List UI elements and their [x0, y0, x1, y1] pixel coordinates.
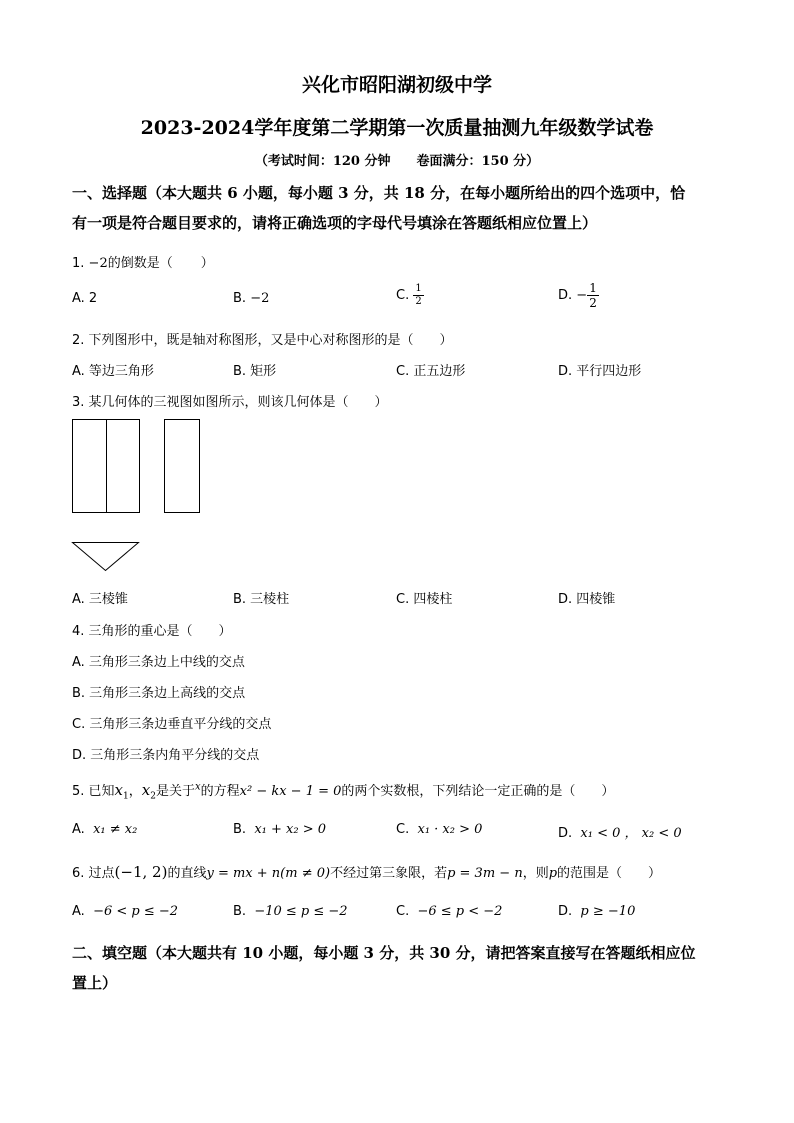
question-3: 3. 某几何体的三视图如图所示，则该几何体是（ ） [72, 395, 388, 410]
q5-option-c [396, 822, 482, 837]
q6-option-a [72, 904, 178, 919]
q5-a-expr: x₁ ≠ x₂ [93, 822, 138, 837]
q1-option-a: A. 2 [72, 291, 98, 306]
q6-option-c [396, 904, 502, 919]
q6-mid: 的直线 [167, 866, 207, 881]
q1-d-numerator: 1 [589, 281, 597, 295]
q1-num: 1. [72, 256, 85, 271]
q6-c-label: C. [396, 904, 410, 919]
q5-d-expr: x₁ < 0 ， x₂ < 0 [580, 826, 682, 841]
q5-option-d [558, 822, 682, 841]
q1-option-b [233, 291, 269, 306]
q1-c-label: C. [396, 288, 410, 303]
q5-option-b [233, 822, 326, 837]
q5-post: 的两个实数根，下列结论一定正确的是（ ） [341, 784, 615, 799]
section1-title-line2: 有一项是符合题目要求的，请将正确选项的字母代号填涂在答题纸相应位置上） [72, 214, 598, 232]
question-6 [72, 862, 661, 881]
q1-option-d [558, 281, 599, 310]
q1-b-label: B. [233, 291, 247, 306]
q6-option-b [233, 904, 348, 919]
q4-option-a: A. 三角形三条边上中线的交点 [72, 655, 245, 670]
q5-pre: 5. 已知 [72, 784, 115, 799]
q5-mid: 是关于 [155, 784, 195, 799]
q5-comma: ， [128, 784, 142, 799]
q1-c-fraction [413, 283, 423, 308]
q5-x2-sub: 2 [150, 791, 156, 802]
q1-d-sign: − [576, 288, 588, 303]
q6-d-label: D. [558, 904, 573, 919]
q6-a-expr: −6 < p ≤ −2 [93, 904, 179, 919]
q6-post: 的范围是（ ） [557, 866, 662, 881]
q1-d-label: D. [558, 288, 573, 303]
q6-a-label: A. [72, 904, 85, 919]
q4-option-d: D. 三角形三条内角平分线的交点 [72, 748, 260, 763]
q2-option-a: A. 等边三角形 [72, 364, 154, 379]
q6-pdef: p = 3m − n [447, 866, 523, 881]
q6-b-label: B. [233, 904, 247, 919]
q1-text: 的倒数是（ [107, 256, 173, 271]
top-view-triangle [73, 543, 139, 571]
question-1 [72, 252, 214, 271]
q5-d-label: D. [558, 826, 573, 841]
q1-option-c [396, 283, 424, 308]
q2-option-c: C. 正五边形 [396, 364, 466, 379]
q2-option-b: B. 矩形 [233, 364, 277, 379]
q6-line: y = mx + n(m ≠ 0) [206, 866, 331, 881]
q6-option-d [558, 904, 635, 919]
q4-option-c: C. 三角形三条边垂直平分线的交点 [72, 717, 272, 732]
three-views-figure [70, 418, 210, 573]
q1-d-fraction [587, 281, 599, 310]
question-2: 2. 下列图形中，既是轴对称图形，又是中心对称图形的是（ ） [72, 333, 453, 348]
q1-c-denominator: 2 [415, 296, 422, 307]
q5-x: x [194, 781, 201, 793]
q5-x1: x [114, 781, 124, 799]
q2-option-d: D. 平行四边形 [558, 364, 642, 379]
q5-b-expr: x₁ + x₂ > 0 [254, 822, 326, 837]
q5-x1-sub: 1 [123, 791, 129, 802]
q1-c-numerator: 1 [415, 283, 422, 294]
q6-p: p [548, 866, 558, 881]
q6-mid2: 不经过第三象限，若 [330, 866, 448, 881]
q5-b-label: B. [233, 822, 247, 837]
section2-title-line1: 二、填空题（本大题共有 10 小题，每小题 3 分，共 30 分，请把答案直接写在答题纸相应位 [72, 944, 696, 962]
q4-option-b: B. 三角形三条边上高线的交点 [72, 686, 246, 701]
q5-mid2: 的方程 [200, 784, 240, 799]
exam-title: 2023-2024学年度第二学期第一次质量抽测九年级数学试卷 [140, 117, 654, 139]
q3-option-b: B. 三棱柱 [233, 592, 290, 607]
q6-pre: 6. 过点 [72, 866, 115, 881]
side-view [165, 420, 200, 513]
q1-value: −2 [88, 256, 108, 271]
q1-b-value: −2 [250, 291, 270, 306]
q6-b-expr: −10 ≤ p ≤ −2 [254, 904, 348, 919]
q3-option-d: D. 四棱锥 [558, 592, 616, 607]
q1-d-denominator: 2 [589, 296, 597, 310]
q6-point: (−1, 2) [114, 863, 168, 881]
q5-option-a [72, 822, 137, 837]
question-5 [72, 780, 614, 802]
section1-title-line1: 一、选择题（本大题共 6 小题，每小题 3 分，共 18 分，在每小题所给出的四个选项中，恰 [72, 184, 686, 202]
q5-c-label: C. [396, 822, 410, 837]
q5-c-expr: x₁ · x₂ > 0 [417, 822, 483, 837]
q6-d-expr: p ≥ −10 [580, 904, 636, 919]
q6-mid3: ，则 [522, 866, 549, 881]
exam-info: （考试时间：120 分钟 卷面满分：150 分） [254, 154, 540, 169]
q5-x2: x [141, 781, 151, 799]
school-name: 兴化市昭阳湖初级中学 [301, 74, 492, 96]
question-4: 4. 三角形的重心是（ ） [72, 624, 232, 639]
section2-title-line2: 置上） [72, 974, 118, 992]
q3-option-a: A. 三棱锥 [72, 592, 128, 607]
q5-equation: x² − kx − 1 = 0 [239, 784, 342, 799]
q3-option-c: C. 四棱柱 [396, 592, 453, 607]
q1-close: ） [200, 256, 214, 271]
q6-c-expr: −6 ≤ p < −2 [417, 904, 503, 919]
q5-a-label: A. [72, 822, 85, 837]
